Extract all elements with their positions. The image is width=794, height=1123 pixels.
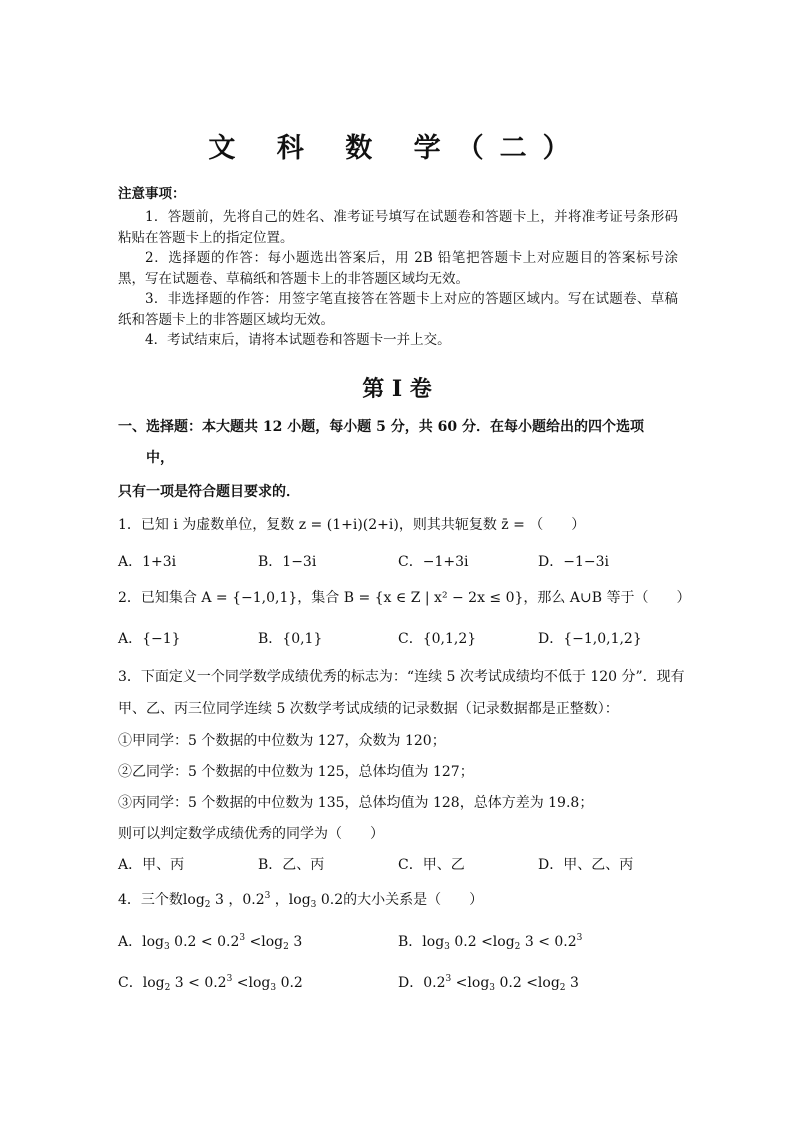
question-4-math: $\log_2 3$ ，$0.2^3$ ，$\log_3 0.2$ (182, 891, 344, 910)
notice-item-1: 1．答题前，先将自己的姓名、准考证号填写在试题卷和答题卡上，并将准考证号条形码粘贴在答题卡上的指定位置。 (118, 209, 678, 246)
question-3-option-c: C．甲、乙 (398, 857, 465, 873)
question-4-option-b (398, 931, 582, 951)
question-3-item-2: ②乙同学：5 个数据的中位数为 125，总体均值为 127； (118, 764, 474, 780)
question-2-option-c: C．{0,1,2} (398, 631, 477, 647)
question-4-option-b-math: $\log_3 0.2 <\log_2$ $3 < 0.2^3$ (422, 933, 583, 952)
notice-item-2: 2．选择题的作答：每小题选出答案后，用 2B 铅笔把答题卡上对应题目的答案标号涂黑，写在试题卷、草稿纸和答题卡上的非答题区域均无效。 (118, 250, 678, 287)
question-3-option-a: A．甲、丙 (118, 857, 185, 873)
question-4-stem (118, 889, 483, 909)
question-2-option-b: B．{0,1} (258, 631, 323, 647)
question-4-option-c-label: C． (118, 975, 143, 991)
question-1-option-b: B．1−3i (258, 554, 317, 570)
question-3-item-1: ①甲同学：5 个数据的中位数为 127，众数为 120； (118, 733, 446, 749)
question-4-option-d (398, 972, 579, 992)
notice-heading: 注意事项： (118, 186, 186, 202)
question-3-ask: 则可以判定数学成绩优秀的同学为（ ） (118, 826, 384, 842)
question-1-option-c: C．−1+3i (398, 554, 469, 570)
question-4-option-a (118, 931, 302, 951)
notice-item-3: 3．非选择题的作答：用签字笔直接答在答题卡上对应的答题区域内。写在试题卷、草稿纸和答题卡上的非答题区域均无效。 (118, 291, 678, 328)
section-title: 第 I 卷 (362, 376, 432, 402)
part1-instruction-line3: 只有一项是符合题目要求的． (118, 484, 300, 500)
question-4-option-d-math: $0.2^3 <\log_3$ $0.2 <\log_2$ 3 (423, 974, 579, 993)
question-3-item-3: ③丙同学：5 个数据的中位数为 135，总体均值为 128，总体方差为 19.8； (118, 795, 594, 811)
page-title: 文 科 数 学（二） (208, 133, 586, 164)
question-3-stem-line2: 甲、乙、丙三位同学连续 5 次数学考试成绩的记录数据（记录数据都是正整数）： (118, 701, 619, 717)
question-2-option-d: D．{−1,0,1,2} (538, 631, 642, 647)
question-4-stem-prefix: 4．三个数 (118, 892, 183, 908)
question-4-option-d-label: D． (398, 975, 424, 991)
part1-instruction-line2: 中， (146, 450, 174, 466)
question-3-option-b: B．乙、丙 (258, 857, 325, 873)
question-4-option-c (118, 972, 303, 992)
question-3-option-d: D．甲、乙、丙 (538, 857, 634, 873)
question-4-option-a-math: $\log_3 0.2 < 0.2^3 <\log_2$ 3 (142, 933, 303, 952)
question-3-stem-line1: 3．下面定义一个同学数学成绩优秀的标志为：“连续 5 次考试成绩均不低于 120 分”．现有 (118, 669, 685, 685)
notice-item-4: 4．考试结束后，请将本试题卷和答题卡一并上交。 (145, 332, 451, 348)
question-4-option-c-math: $\log_2 3 < 0.2^3 <\log_3$ 0.2 (142, 974, 303, 993)
question-4-option-b-label: B． (398, 934, 423, 950)
question-4-option-a-label: A． (118, 934, 143, 950)
question-2-stem: 2．已知集合 A = {−1,0,1}，集合 B = {x ∈ Z | x² − 2x ≤ 0}，那么 A∪B 等于（ ） (118, 590, 691, 606)
part1-instruction-line1: 一、选择题：本大题共 12 小题，每小题 5 分，共 60 分．在每小题给出的四个选项 (118, 419, 644, 435)
question-4-stem-suffix: 的大小关系是（ ） (343, 892, 484, 908)
question-1-option-a: A．1+3i (118, 554, 177, 570)
question-1-stem: 1．已知 i 为虚数单位，复数 z = (1+i)(2+i)，则其共轭复数 z̄ = （ ） (118, 517, 586, 533)
question-2-option-a: A．{−1} (118, 631, 181, 647)
question-1-option-d: D．−1−3i (538, 554, 609, 570)
